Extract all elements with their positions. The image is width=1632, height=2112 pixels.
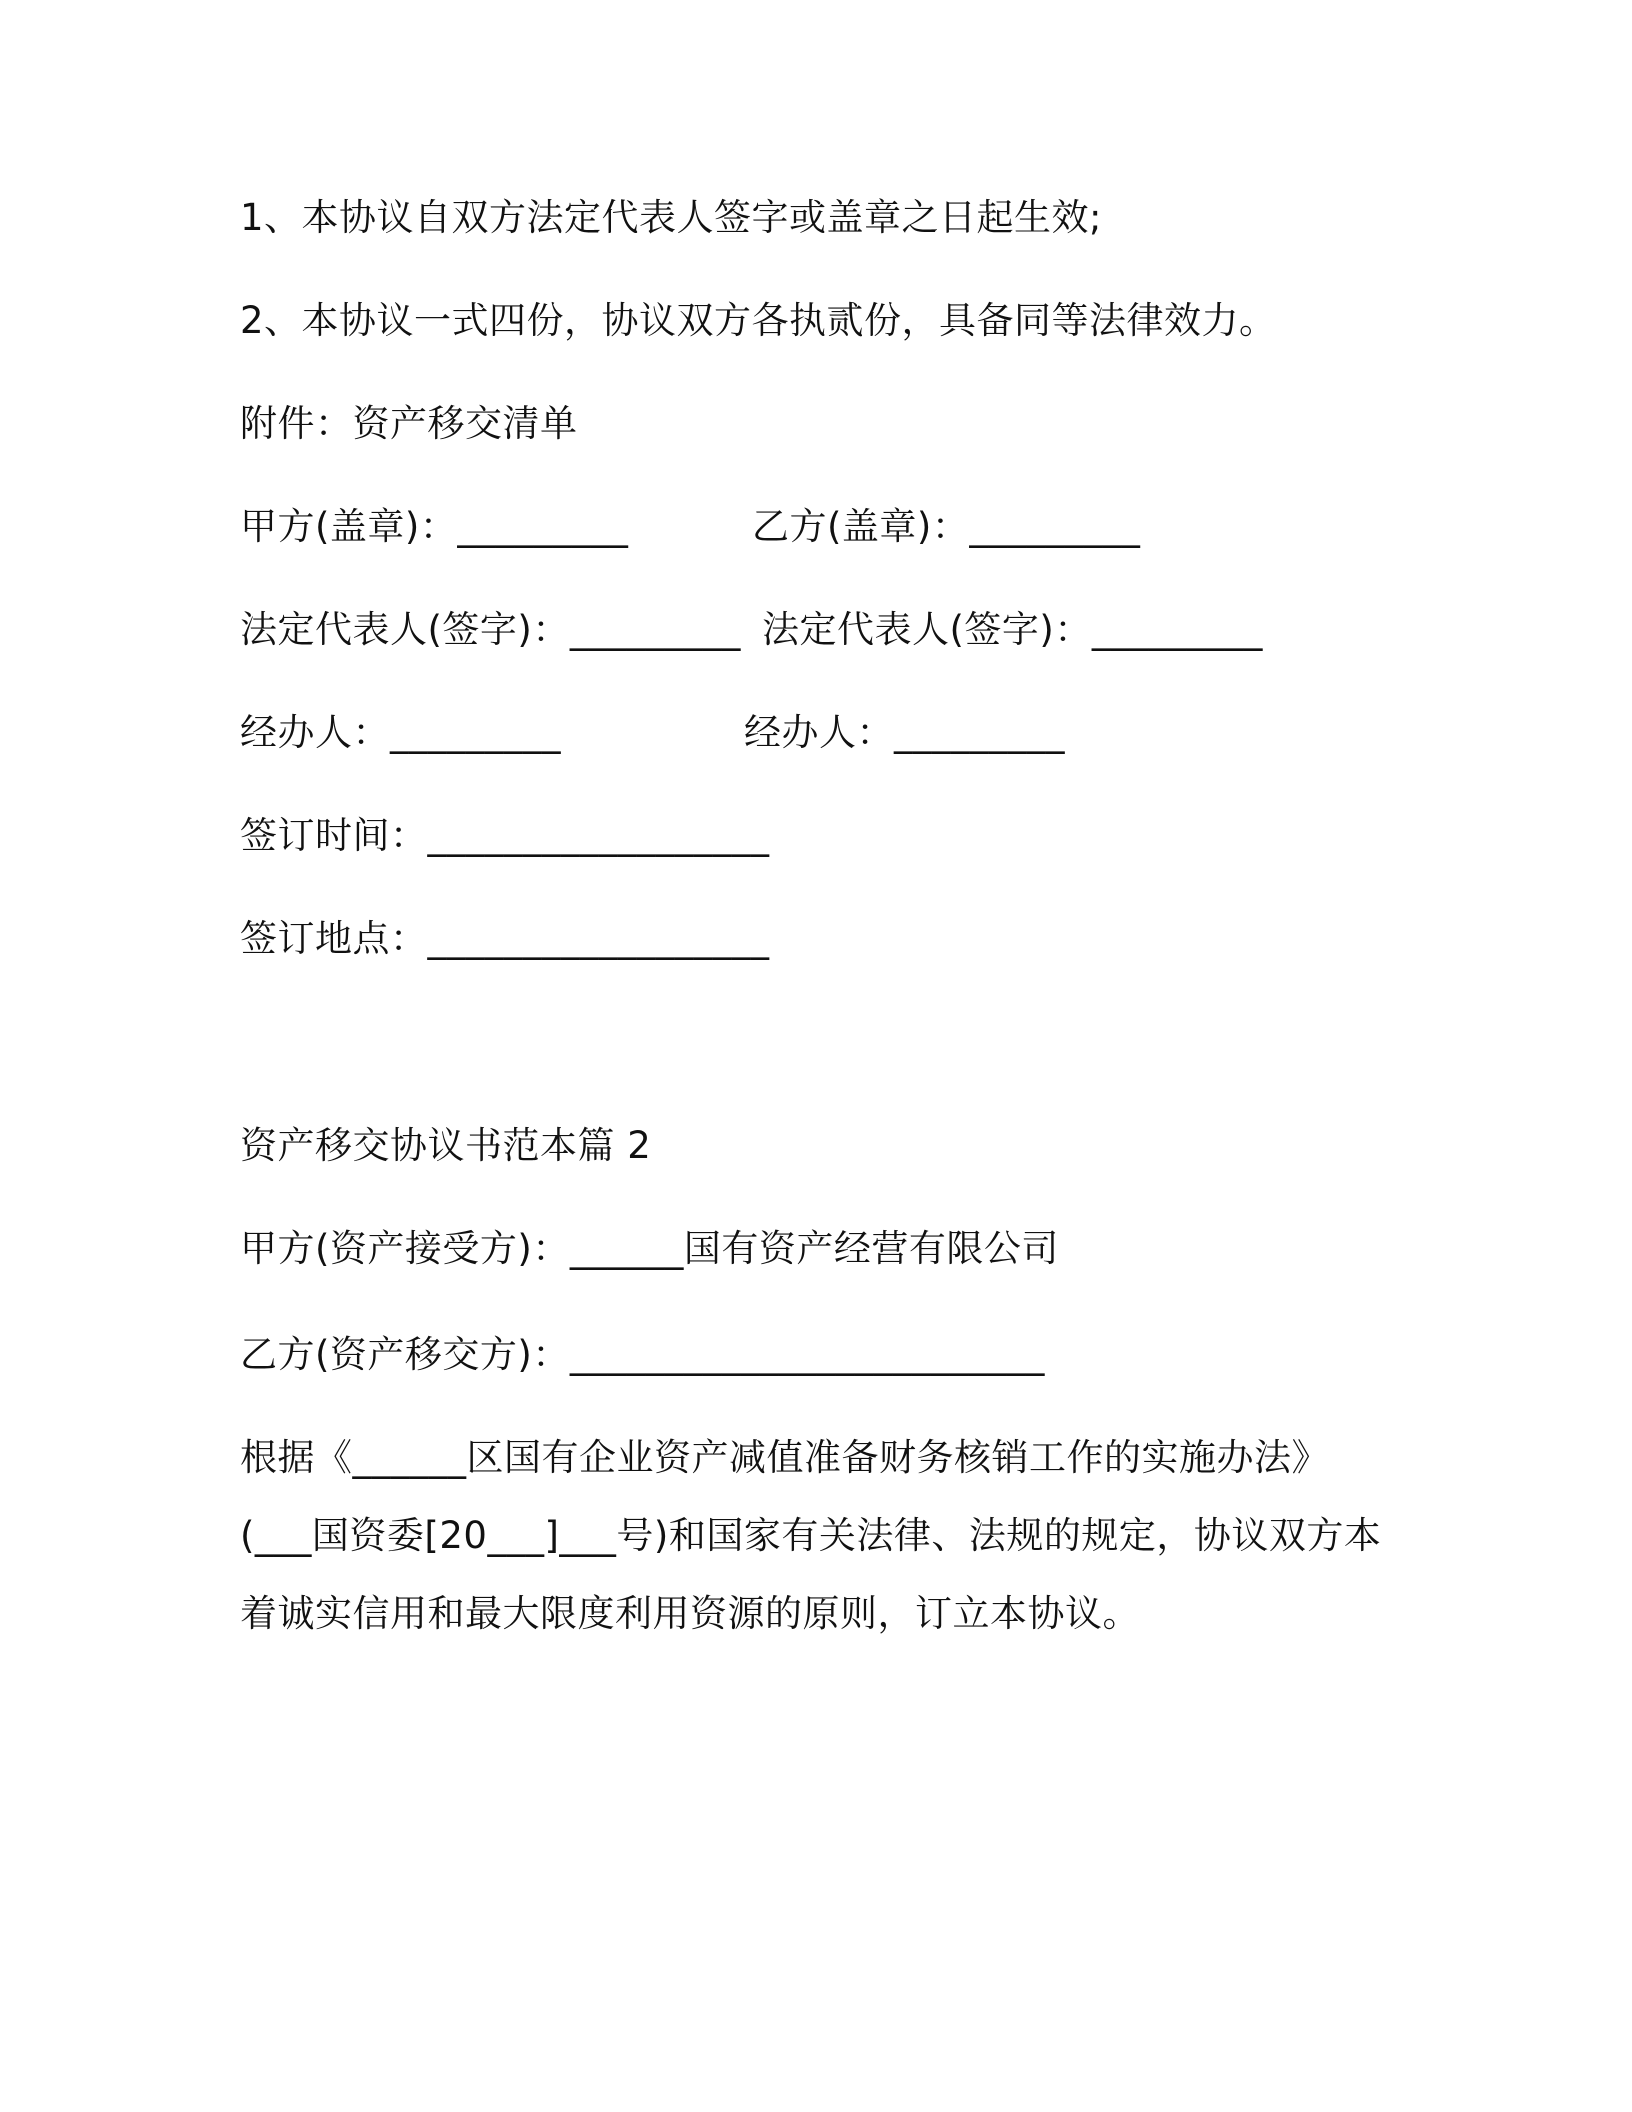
party-b-handler: 经办人：_________ <box>744 711 1065 754</box>
clause-1: 1、本协议自双方法定代表人签字或盖章之日起生效; <box>240 196 1103 239</box>
party-a-legal-rep: 法定代表人(签字)：_________ <box>240 608 741 651</box>
party-b-transferor: 乙方(资产移交方)：_________________________ <box>240 1333 1045 1376</box>
party-a-seal: 甲方(盖章)：_________ <box>240 505 629 548</box>
body-paragraph-line-3: 着诚实信用和最大限度利用资源的原则，订立本协议。 <box>240 1592 1140 1635</box>
attachment-line: 附件：资产移交清单 <box>240 402 578 445</box>
clause-2: 2、本协议一式四份，协议双方各执贰份，具备同等法律效力。 <box>240 299 1277 342</box>
party-a-receiver: 甲方(资产接受方)：______国有资产经营有限公司 <box>240 1227 1059 1270</box>
party-a-handler: 经办人：_________ <box>240 711 561 754</box>
sign-time: 签订时间：__________________ <box>240 814 770 857</box>
section-2-title: 资产移交协议书范本篇 2 <box>240 1124 652 1167</box>
party-b-legal-rep: 法定代表人(签字)：_________ <box>762 608 1263 651</box>
body-paragraph-line-1: 根据《______区国有企业资产减值准备财务核销工作的实施办法》 <box>240 1436 1329 1479</box>
sign-place: 签订地点：__________________ <box>240 917 770 960</box>
body-paragraph-line-2: (___国资委[20___]___号)和国家有关法律、法规的规定，协议双方本 <box>240 1514 1382 1557</box>
party-b-seal: 乙方(盖章)：_________ <box>752 505 1141 548</box>
